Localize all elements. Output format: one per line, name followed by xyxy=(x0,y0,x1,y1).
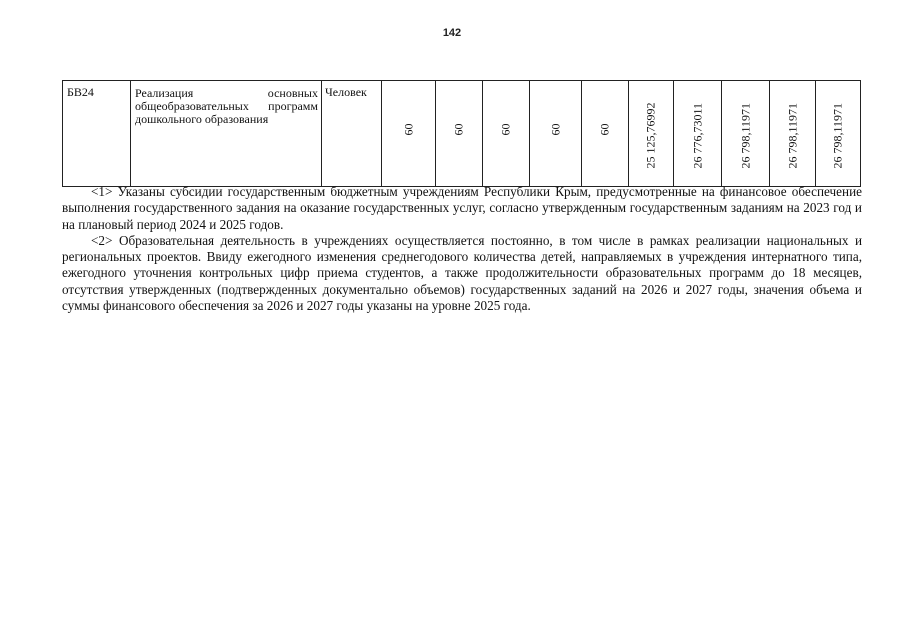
table-row xyxy=(63,81,861,187)
footnote-2: <2> Образовательная деятельность в учреждениях осуществляется постоянно, в том числе в рамках реализации национальных и региональных проектов. Ввиду ежегодного изменения среднегодового количества детей, направляемых в учреждения интернатного типа, ежегодного уточнения контрольных цифр приема студентов, а также продолжительности образовательных программ до 18 месяцев, отсутствия утвержденных (подтвержденных документально объемов) государственных заданий на 2026 и 2027 годы, значения объема и суммы финансового обеспечения за 2026 и 2027 годы указаны на уровне 2025 года. xyxy=(62,232,862,314)
amount-value-3: 26 798,11971 xyxy=(738,102,752,169)
service-name-word-2: основных xyxy=(267,86,318,100)
volume-value-1: 60 xyxy=(401,123,415,136)
service-name-word-1: Реализация xyxy=(135,86,194,100)
volume-value-5: 60 xyxy=(597,123,612,136)
amount-cell-2 xyxy=(674,81,722,187)
volume-cell-1 xyxy=(382,81,436,187)
volume-cell-4 xyxy=(530,81,582,187)
amount-value-1: 25 125,76992 xyxy=(643,102,658,169)
volume-cell-2 xyxy=(436,81,483,187)
amount-value-4: 26 798,11971 xyxy=(785,102,799,169)
amount-cell-4 xyxy=(770,81,816,187)
volume-cell-5 xyxy=(582,81,629,187)
volume-value-2: 60 xyxy=(451,123,466,136)
footnote-1: <1> Указаны субсидии государственным бюджетным учреждениям Республики Крым, предусмотренные на финансовое обеспечение выполнения государственного задания на оказание государственных услуг, согласно утвержденным государственным заданиям на 2023 год и на плановый период 2024 и 2025 годов. xyxy=(62,184,862,232)
amount-value-2: 26 776,73011 xyxy=(690,102,704,169)
services-table xyxy=(62,80,861,187)
amount-cell-5 xyxy=(816,81,861,187)
footnotes xyxy=(62,184,862,314)
service-code: БВ24 xyxy=(63,81,131,187)
volume-cell-3 xyxy=(483,81,530,187)
volume-value-4: 60 xyxy=(548,123,562,136)
volume-value-3: 60 xyxy=(498,123,513,136)
amount-cell-3 xyxy=(722,81,770,187)
service-name xyxy=(131,81,322,187)
page-number: 142 xyxy=(442,27,462,39)
amount-value-5: 26 798,11971 xyxy=(830,102,845,169)
unit-of-measure: Человек xyxy=(322,81,382,187)
service-name-rest: общеобразовательных программ дошкольного образования xyxy=(135,99,318,126)
amount-cell-1 xyxy=(629,81,674,187)
